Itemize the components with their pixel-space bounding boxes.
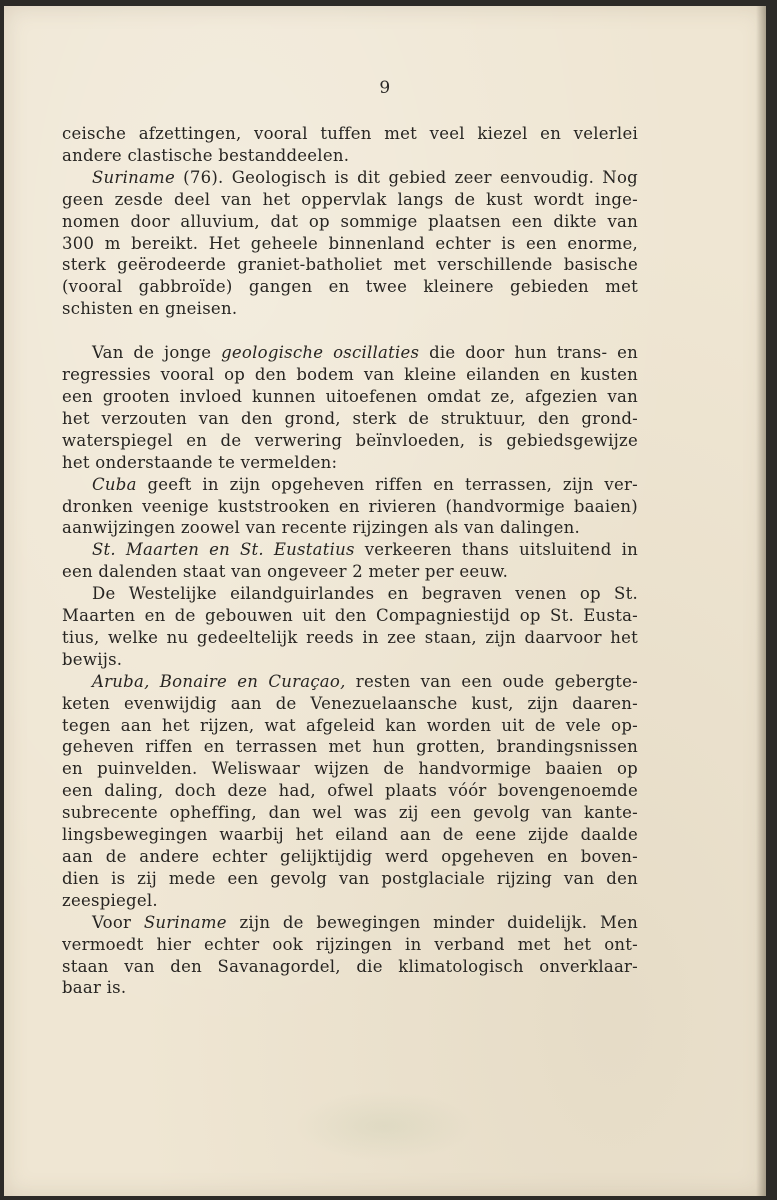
- text-line: keten evenwijdig aan de Venezuelaansche kust, zijn daaren-: [62, 693, 638, 713]
- page-edge-shadow: [756, 6, 766, 1196]
- text-line: het onderstaande te vermelden:: [62, 452, 338, 472]
- text-line: baar is.: [62, 978, 127, 998]
- text-line: sterk geërodeerde graniet-batholiet met verschillende basische: [62, 255, 638, 275]
- text-line: ceische afzettingen, vooral tuffen met veel kiezel en velerlei: [62, 124, 638, 143]
- text-line: lingsbewegingen waarbij het eiland aan de eene zijde daalde: [62, 825, 638, 845]
- text-line: regressies vooral op den bodem van kleine eilanden en kusten: [62, 365, 638, 385]
- text-line: bewijs.: [62, 649, 123, 669]
- text-line: dien is zij mede een gevolg van postglaciale rijzing van den: [62, 868, 638, 888]
- text-line: geen zesde deel van het oppervlak langs de kust wordt inge-: [62, 189, 638, 209]
- italic-term: Suriname: [143, 912, 227, 932]
- text-line: Maarten en de gebouwen uit den Compagniestijd op St. Eusta-: [62, 606, 638, 626]
- text-line: 300 m bereikt. Het geheele binnenland echter is een enorme,: [62, 233, 638, 253]
- text-line: waterspiegel en de verwering beïnvloeden, is gebiedsgewijze: [62, 430, 638, 450]
- text-line: nomen door alluvium, dat op sommige plaatsen een dikte van: [62, 211, 638, 231]
- text-line: vermoedt hier echter ook rijzingen in verband met het ont-: [62, 934, 638, 954]
- text-line: subrecente opheffing, dan wel was zij een gevolg van kante-: [62, 803, 638, 823]
- text-line: Aruba, Bonaire en Curaçao, resten van een oude gebergte-: [92, 671, 638, 691]
- text-line: aanwijzingen zoowel van recente rijzingen als van dalingen.: [62, 518, 580, 538]
- text-line: De Westelijke eilandguirlandes en begraven venen op St.: [92, 584, 638, 604]
- paragraph-gap: [62, 320, 638, 342]
- italic-term: St. Maarten en St. Eustatius: [92, 540, 355, 560]
- body-text: [62, 123, 638, 999]
- text-line: het verzouten van den grond, sterk de struktuur, den grond-: [62, 408, 638, 428]
- scanned-page: [4, 6, 766, 1196]
- text-line: staan van den Savanagordel, die klimatologisch onverklaar-: [62, 956, 638, 976]
- text-line: een dalenden staat van ongeveer 2 meter per eeuw.: [62, 562, 509, 582]
- italic-term: Suriname: [92, 167, 175, 187]
- text-line: tius, welke nu gedeeltelijk reeds in zee staan, zijn daarvoor het: [62, 627, 638, 647]
- text-line: St. Maarten en St. Eustatius verkeeren thans uitsluitend in: [92, 540, 638, 560]
- text-line: en puinvelden. Weliswaar wijzen de handvormige baaien op: [62, 759, 638, 779]
- text-line: Voor Suriname zijn de bewegingen minder duidelijk. Men: [92, 912, 638, 932]
- text-line: schisten en gneisen.: [62, 299, 238, 319]
- text-line: dronken veenige kuststrooken en rivieren (handvormige baaien): [62, 496, 638, 516]
- text-line: (vooral gabbroïde) gangen en twee kleinere gebieden met: [62, 277, 638, 297]
- italic-term: Aruba, Bonaire en Curaçao,: [92, 671, 346, 691]
- italic-term: Cuba: [92, 474, 137, 494]
- text-line: Cuba geeft in zijn opgeheven riffen en terrassen, zijn ver-: [92, 474, 638, 494]
- italic-term: geologische oscillaties: [221, 343, 420, 363]
- page-number: 9: [379, 78, 391, 98]
- text-line: aan de andere echter gelijktijdig werd opgeheven en boven-: [62, 847, 638, 866]
- text-line: Van de jonge geologische oscillaties die door hun trans- en: [92, 343, 638, 363]
- text-line: een grooten invloed kunnen uitoefenen omdat ze, afgezien van: [62, 386, 638, 406]
- text-line: Suriname (76). Geologisch is dit gebied zeer eenvoudig. Nog: [92, 167, 638, 187]
- text-line: andere clastische bestanddeelen.: [62, 145, 350, 165]
- faded-stamp-mark: [294, 1091, 474, 1161]
- text-line: een daling, doch deze had, ofwel plaats vóór bovengenoemde: [62, 781, 638, 801]
- text-line: tegen aan het rijzen, wat afgeleid kan worden uit de vele op-: [62, 715, 638, 735]
- text-line: zeespiegel.: [62, 890, 158, 910]
- text-line: geheven riffen en terrassen met hun grotten, brandingsnissen: [62, 737, 638, 757]
